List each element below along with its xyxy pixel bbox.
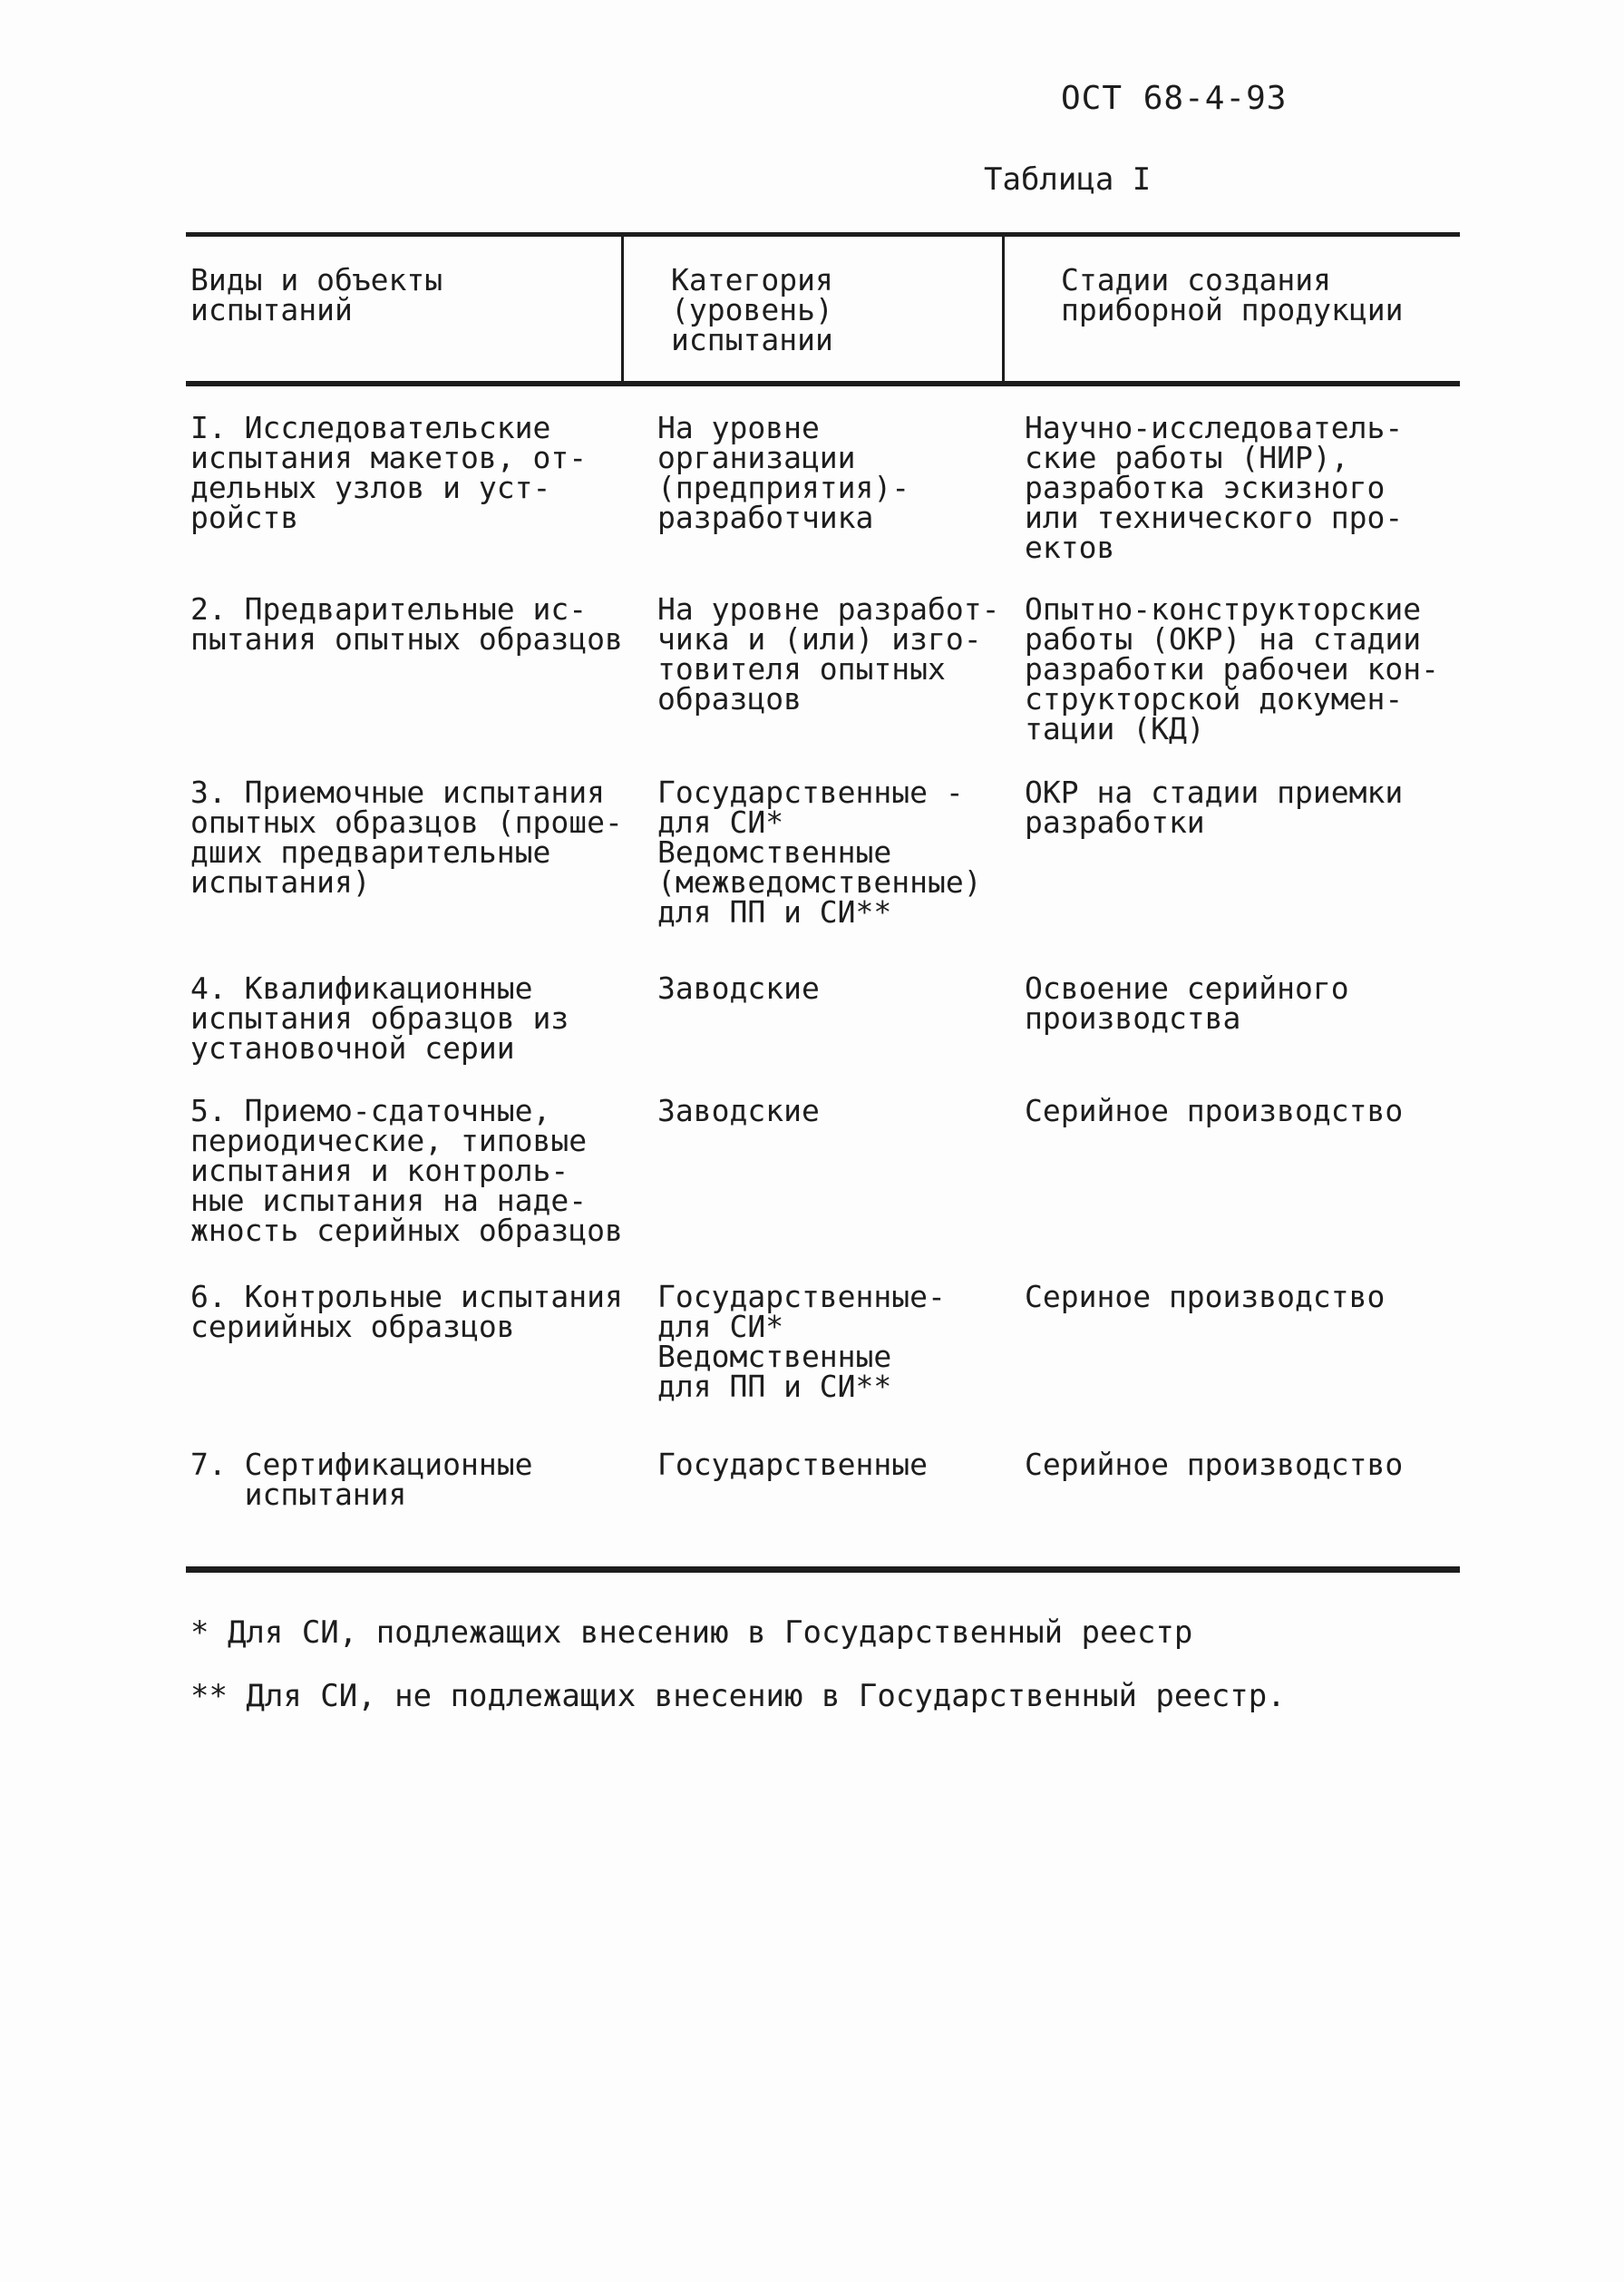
- row-5-category: Заводские: [657, 1093, 820, 1128]
- footnote-1: * Для СИ, подлежащих внесению в Государственный реестр: [190, 1614, 1193, 1651]
- row-4-type: 4. Квалификационные испытания образцов из установочной серии: [190, 970, 569, 1066]
- header-test-types: Виды и объекты испытаний: [190, 262, 443, 327]
- header-creation-stages: Стадии создания приборной продукции: [1061, 262, 1404, 327]
- table-top-rule: [186, 232, 1460, 237]
- row-6-type: 6. Контрольные испытания сериийных образцов: [190, 1279, 623, 1344]
- row-1-category: На уровне организации (предприятия)- разработчика: [657, 410, 910, 535]
- header-divider-1: [621, 234, 624, 385]
- header-divider-2: [1002, 234, 1005, 385]
- row-4-stage: Освоение серийного производства: [1025, 970, 1349, 1036]
- row-5-stage: Серийное производство: [1025, 1093, 1404, 1128]
- row-6-stage: Сериное производство: [1025, 1279, 1386, 1314]
- row-3-category: Государственные - для СИ* Ведомственные (межведомственные) для ПП и СИ**: [657, 775, 982, 930]
- row-7-stage: Серийное производство: [1025, 1447, 1404, 1482]
- row-2-type: 2. Предварительные ис- пытания опытных образцов: [190, 591, 623, 657]
- document-code: ОСТ 68-4-93: [1061, 80, 1288, 117]
- table-header-rule: [186, 381, 1460, 386]
- header-test-category: Категория (уровень) испытании: [671, 262, 833, 357]
- row-5-type: 5. Приемо-сдаточные, периодические, типовые испытания и контроль- ные испытания на наде- жность серийных образцов: [190, 1093, 623, 1248]
- row-1-type: I. Исследовательские испытания макетов, от- дельных узлов и уст- ройств: [190, 410, 588, 535]
- row-7-category: Государственные: [657, 1447, 929, 1482]
- row-1-stage: Научно-исследователь- ские работы (НИР), разработка эскизного или технического про- ектов: [1025, 410, 1404, 565]
- table-bottom-rule: [186, 1566, 1460, 1573]
- row-2-category: На уровне разработ- чика и (или) изго- товителя опытных образцов: [657, 591, 1000, 717]
- row-3-stage: ОКР на стадии приемки разработки: [1025, 775, 1404, 840]
- row-3-type: 3. Приемочные испытания опытных образцов (проше- дших предварительные испытания): [190, 775, 623, 900]
- row-7-type: 7. Сертификационные испытания: [190, 1447, 533, 1512]
- footnote-2: ** Для СИ, не подлежащих внесению в Государственный реестр.: [190, 1678, 1286, 1714]
- table-label: Таблица I: [984, 161, 1152, 198]
- row-4-category: Заводские: [657, 970, 820, 1006]
- row-6-category: Государственные- для СИ* Ведомственные для ПП и СИ**: [657, 1279, 946, 1404]
- row-2-stage: Опытно-конструкторские работы (ОКР) на стадии разработки рабочеи кон- структорской докумен- тации (КД): [1025, 591, 1439, 746]
